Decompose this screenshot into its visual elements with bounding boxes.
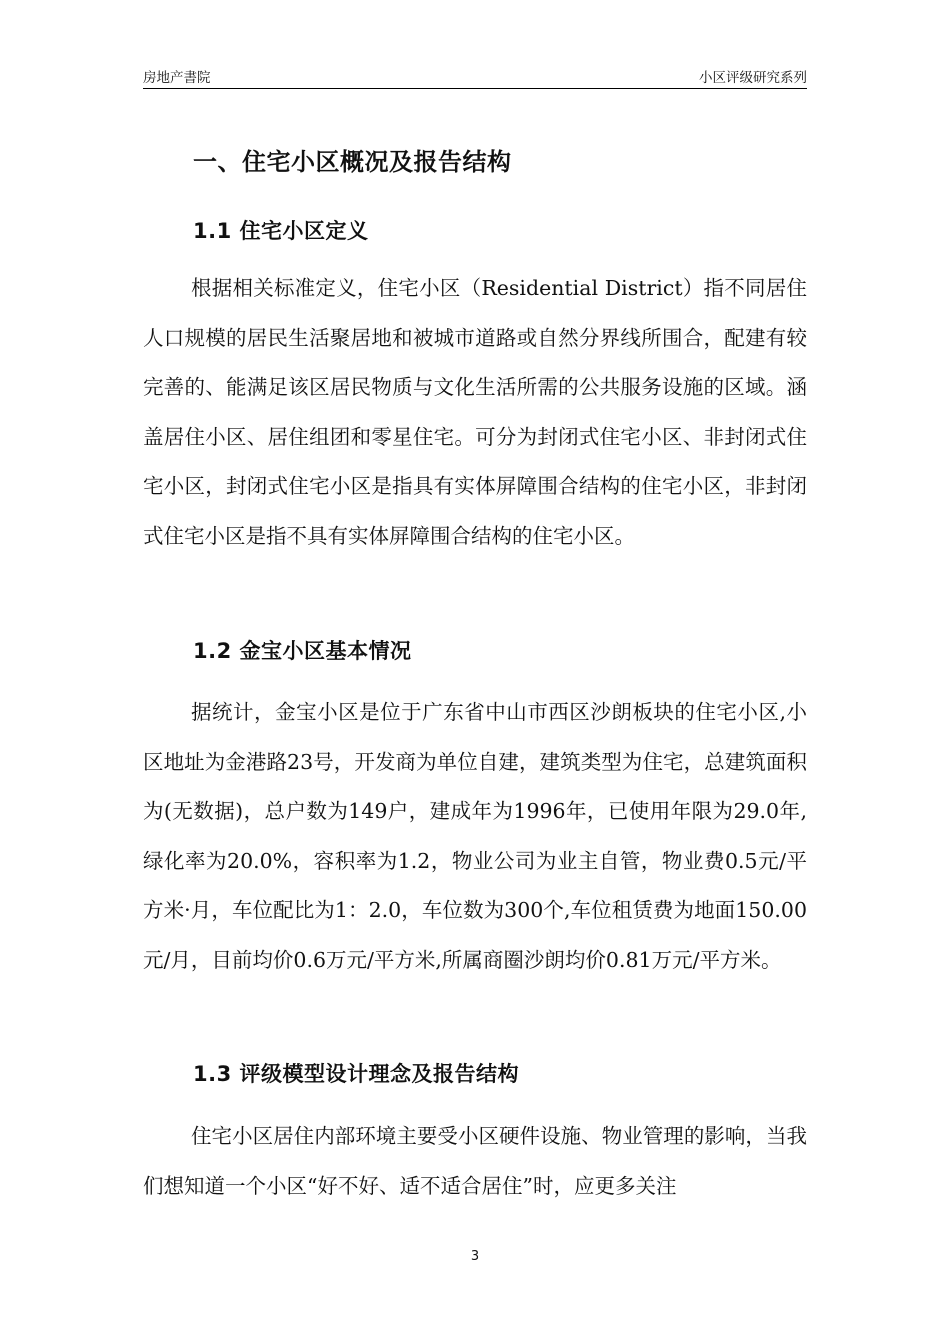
subsection-heading-1-1: 1.1 住宅小区定义	[193, 219, 369, 243]
page-header	[143, 66, 807, 89]
header-left-title: 房地产書院	[143, 70, 211, 86]
paragraph-basic-info: 据统计，金宝小区是位于广东省中山市西区沙朗板块的住宅小区,小区地址为金港路23号，开发商为单位自建，建筑类型为住宅，总建筑面积为(无数据)，总户数为149户，建成年为1996年，已使用年限为29.0年,绿化率为20.0%，容积率为1.2，物业公司为业主自管，物业费0.5元/平方米·月，车位配比为1：2.0，车位数为300个,车位租赁费为地面150.00元/月，目前均价0.6万元/平方米,所属商圈沙朗均价0.81万元/平方米。	[143, 700, 807, 972]
header-right-title: 小区评级研究系列	[699, 70, 807, 86]
subsection-heading-1-3: 1.3 评级模型设计理念及报告结构	[193, 1062, 520, 1086]
page-number: 3	[470, 1249, 480, 1264]
section-title: 一、住宅小区概况及报告结构	[193, 148, 512, 176]
paragraph-model-design: 住宅小区居住内部环境主要受小区硬件设施、物业管理的影响，当我们想知道一个小区“好不好、适不适合居住”时，应更多关注	[143, 1124, 807, 1198]
subsection-heading-1-2: 1.2 金宝小区基本情况	[193, 639, 412, 663]
paragraph-definition: 根据相关标准定义，住宅小区（Residential District）指不同居住人口规模的居民生活聚居地和被城市道路或自然分界线所围合，配建有较完善的、能满足该区居民物质与文化生活所需的公共服务设施的区域。涵盖居住小区、居住组团和零星住宅。可分为封闭式住宅小区、非封闭式住宅小区，封闭式住宅小区是指具有实体屏障围合结构的住宅小区，非封闭式住宅小区是指不具有实体屏障围合结构的住宅小区。	[143, 276, 807, 548]
